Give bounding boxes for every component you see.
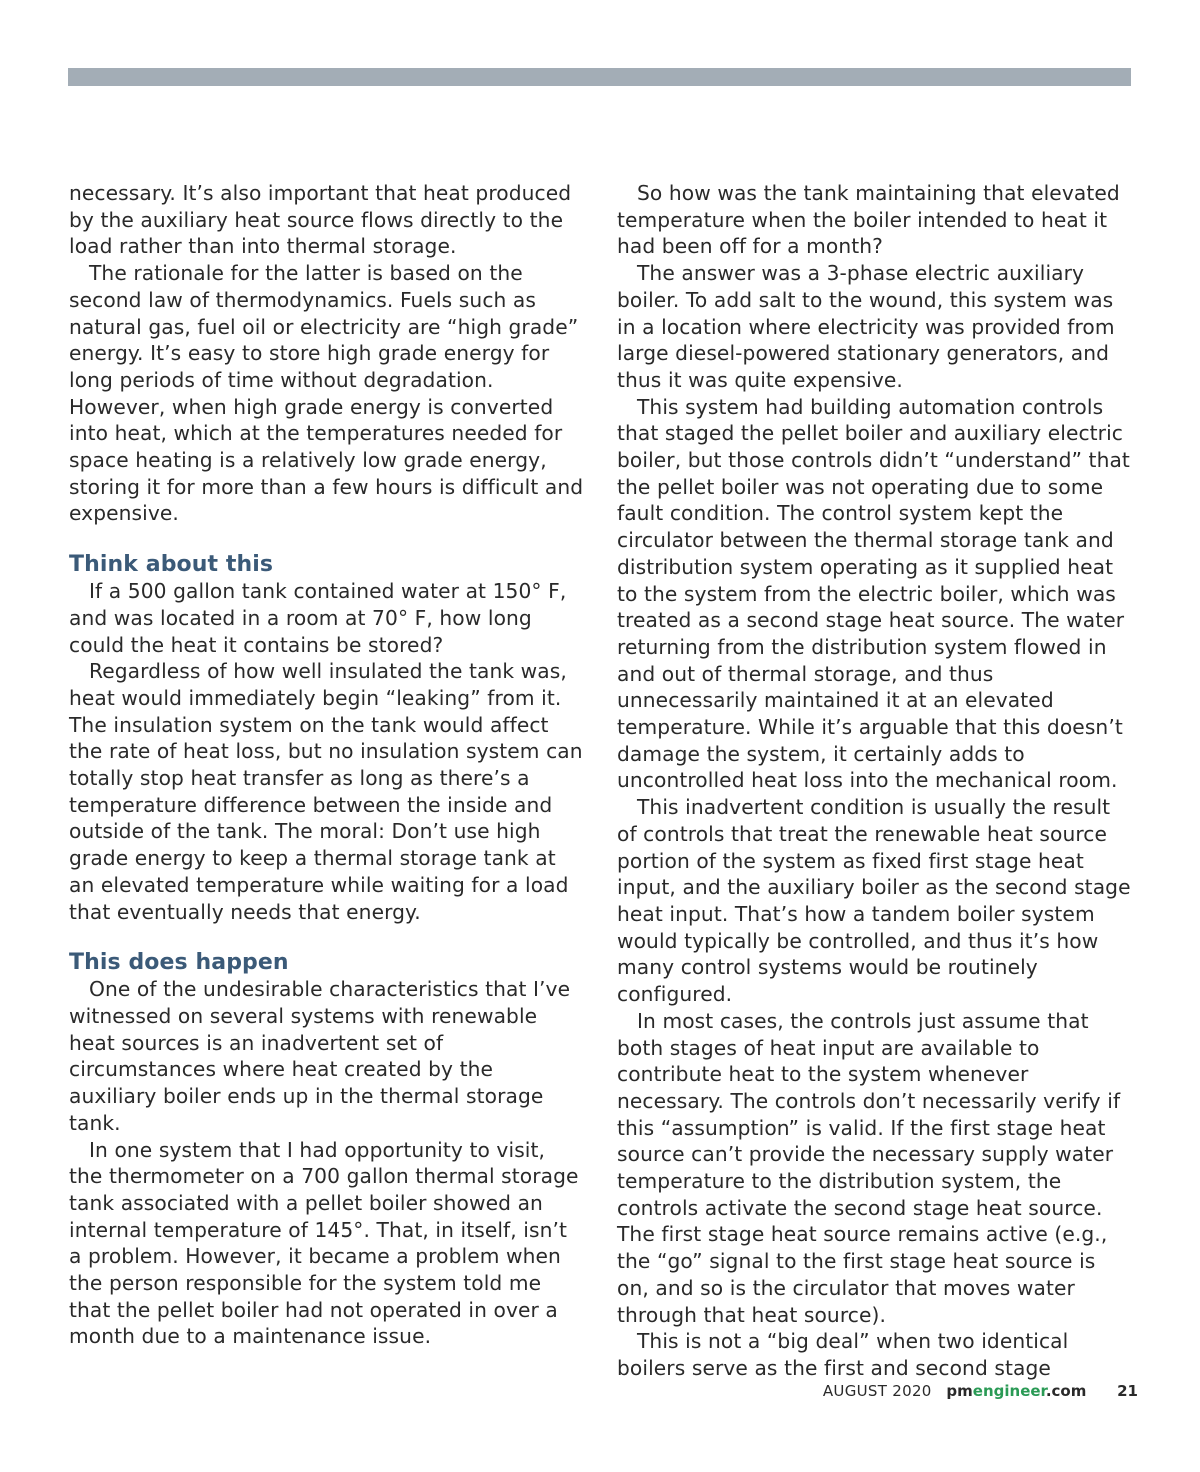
brand-engineer: engineer	[972, 1382, 1046, 1400]
page-number: 21	[1117, 1382, 1138, 1400]
publication-brand	[946, 1382, 1086, 1400]
section-heading-this-does-happen: This does happen	[69, 950, 289, 976]
brand-pm: pm	[946, 1382, 973, 1400]
body-paragraph: In one system that I had opportunity to visit, the thermometer on a 700 gallon thermal storage tank associated with a pellet boiler showed an internal temperature of 145°. That, in itself, isn’t a problem. However, it became a problem when the person responsible for the system told me that the pellet boiler had not operated in over a month due to a maintenance issue.	[69, 1137, 579, 1349]
issue-date: AUGUST 2020	[822, 1382, 932, 1400]
body-paragraph: This inadvertent condition is usually the result of controls that treat the renewable heat source portion of the system as fixed first stage heat input, and the auxiliary boiler as the second stage heat input. That’s how a tandem boiler system would typically be controlled, and thus it’s how many control systems would be routinely configured.	[617, 795, 1131, 1007]
left-column	[69, 180, 584, 1350]
body-paragraph: The answer was a 3-phase electric auxiliary boiler. To add salt to the wound, this system was in a location where electricity was provided from large diesel-powered stationary generators, and thus it was quite expensive.	[617, 261, 1115, 392]
body-paragraph: So how was the tank maintaining that elevated temperature when the boiler intended to heat it had been off for a month?	[617, 181, 1120, 259]
body-paragraph: necessary. It’s also important that heat produced by the auxiliary heat source flows directly to the load rather than into thermal storage.	[69, 181, 572, 259]
body-paragraph: One of the undesirable characteristics that I’ve witnessed on several systems with renewable heat sources is an inadvertent set of circumstances where heat created by the auxiliary boiler ends up in the thermal storage tank.	[69, 977, 571, 1135]
brand-com: .com	[1045, 1382, 1087, 1400]
body-paragraph: This system had building automation controls that staged the pellet boiler and auxiliary electric boiler, but those controls didn’t “understand” that the pellet boiler was not operating due to some fault condition. The control system kept the circulator between the thermal storage tank and distribution system operating as it supplied heat to the system from the electric boiler, which was treated as a second stage heat source. The water returning from the distribution system flowed in and out of thermal storage, and thus unnecessarily maintained it at an elevated temperature. While it’s arguable that this doesn’t damage the system, it certainly adds to uncontrolled heat loss into the mechanical room.	[617, 394, 1130, 793]
body-paragraph: The rationale for the latter is based on the second law of thermodynamics. Fuels such as natural gas, fuel oil or electricity are “high grade” energy. It’s easy to store high grade energy for long periods of time without degradation. However, when high grade energy is converted into heat, which at the temperatures needed for space heating is a relatively low grade energy, storing it for more than a few hours is difficult and expensive.	[69, 261, 584, 526]
header-rule-bar	[68, 68, 1131, 86]
right-column	[617, 180, 1132, 1382]
body-paragraph: If a 500 gallon tank contained water at 150° F, and was located in a room at 70° F, how long could the heat it contains be stored?	[69, 579, 567, 657]
body-paragraph: In most cases, the controls just assume that both stages of heat input are available to contribute heat to the system whenever necessary. The controls don’t necessarily verify if this “assumption” is valid. If the first stage heat source can’t provide the necessary supply water temperature to the distribution system, the controls activate the second stage heat source. The first stage heat source remains active (e.g., the “go” signal to the first stage heat source is on, and so is the circulator that moves water through that heat source).	[617, 1008, 1121, 1327]
body-paragraph: Regardless of how well insulated the tank was, heat would immediately begin “leaking” from it. The insulation system on the tank would affect the rate of heat loss, but no insulation system can totally stop heat transfer as long as there’s a temperature difference between the inside and outside of the tank. The moral: Don’t use high grade energy to keep a thermal storage tank at an elevated temperature while waiting for a load that eventually needs that energy.	[69, 659, 583, 924]
section-heading-think-about-this: Think about this	[69, 552, 274, 578]
page-footer	[823, 1382, 1138, 1400]
body-paragraph: This is not a “big deal” when two identical boilers serve as the first and second stage	[617, 1329, 1069, 1380]
